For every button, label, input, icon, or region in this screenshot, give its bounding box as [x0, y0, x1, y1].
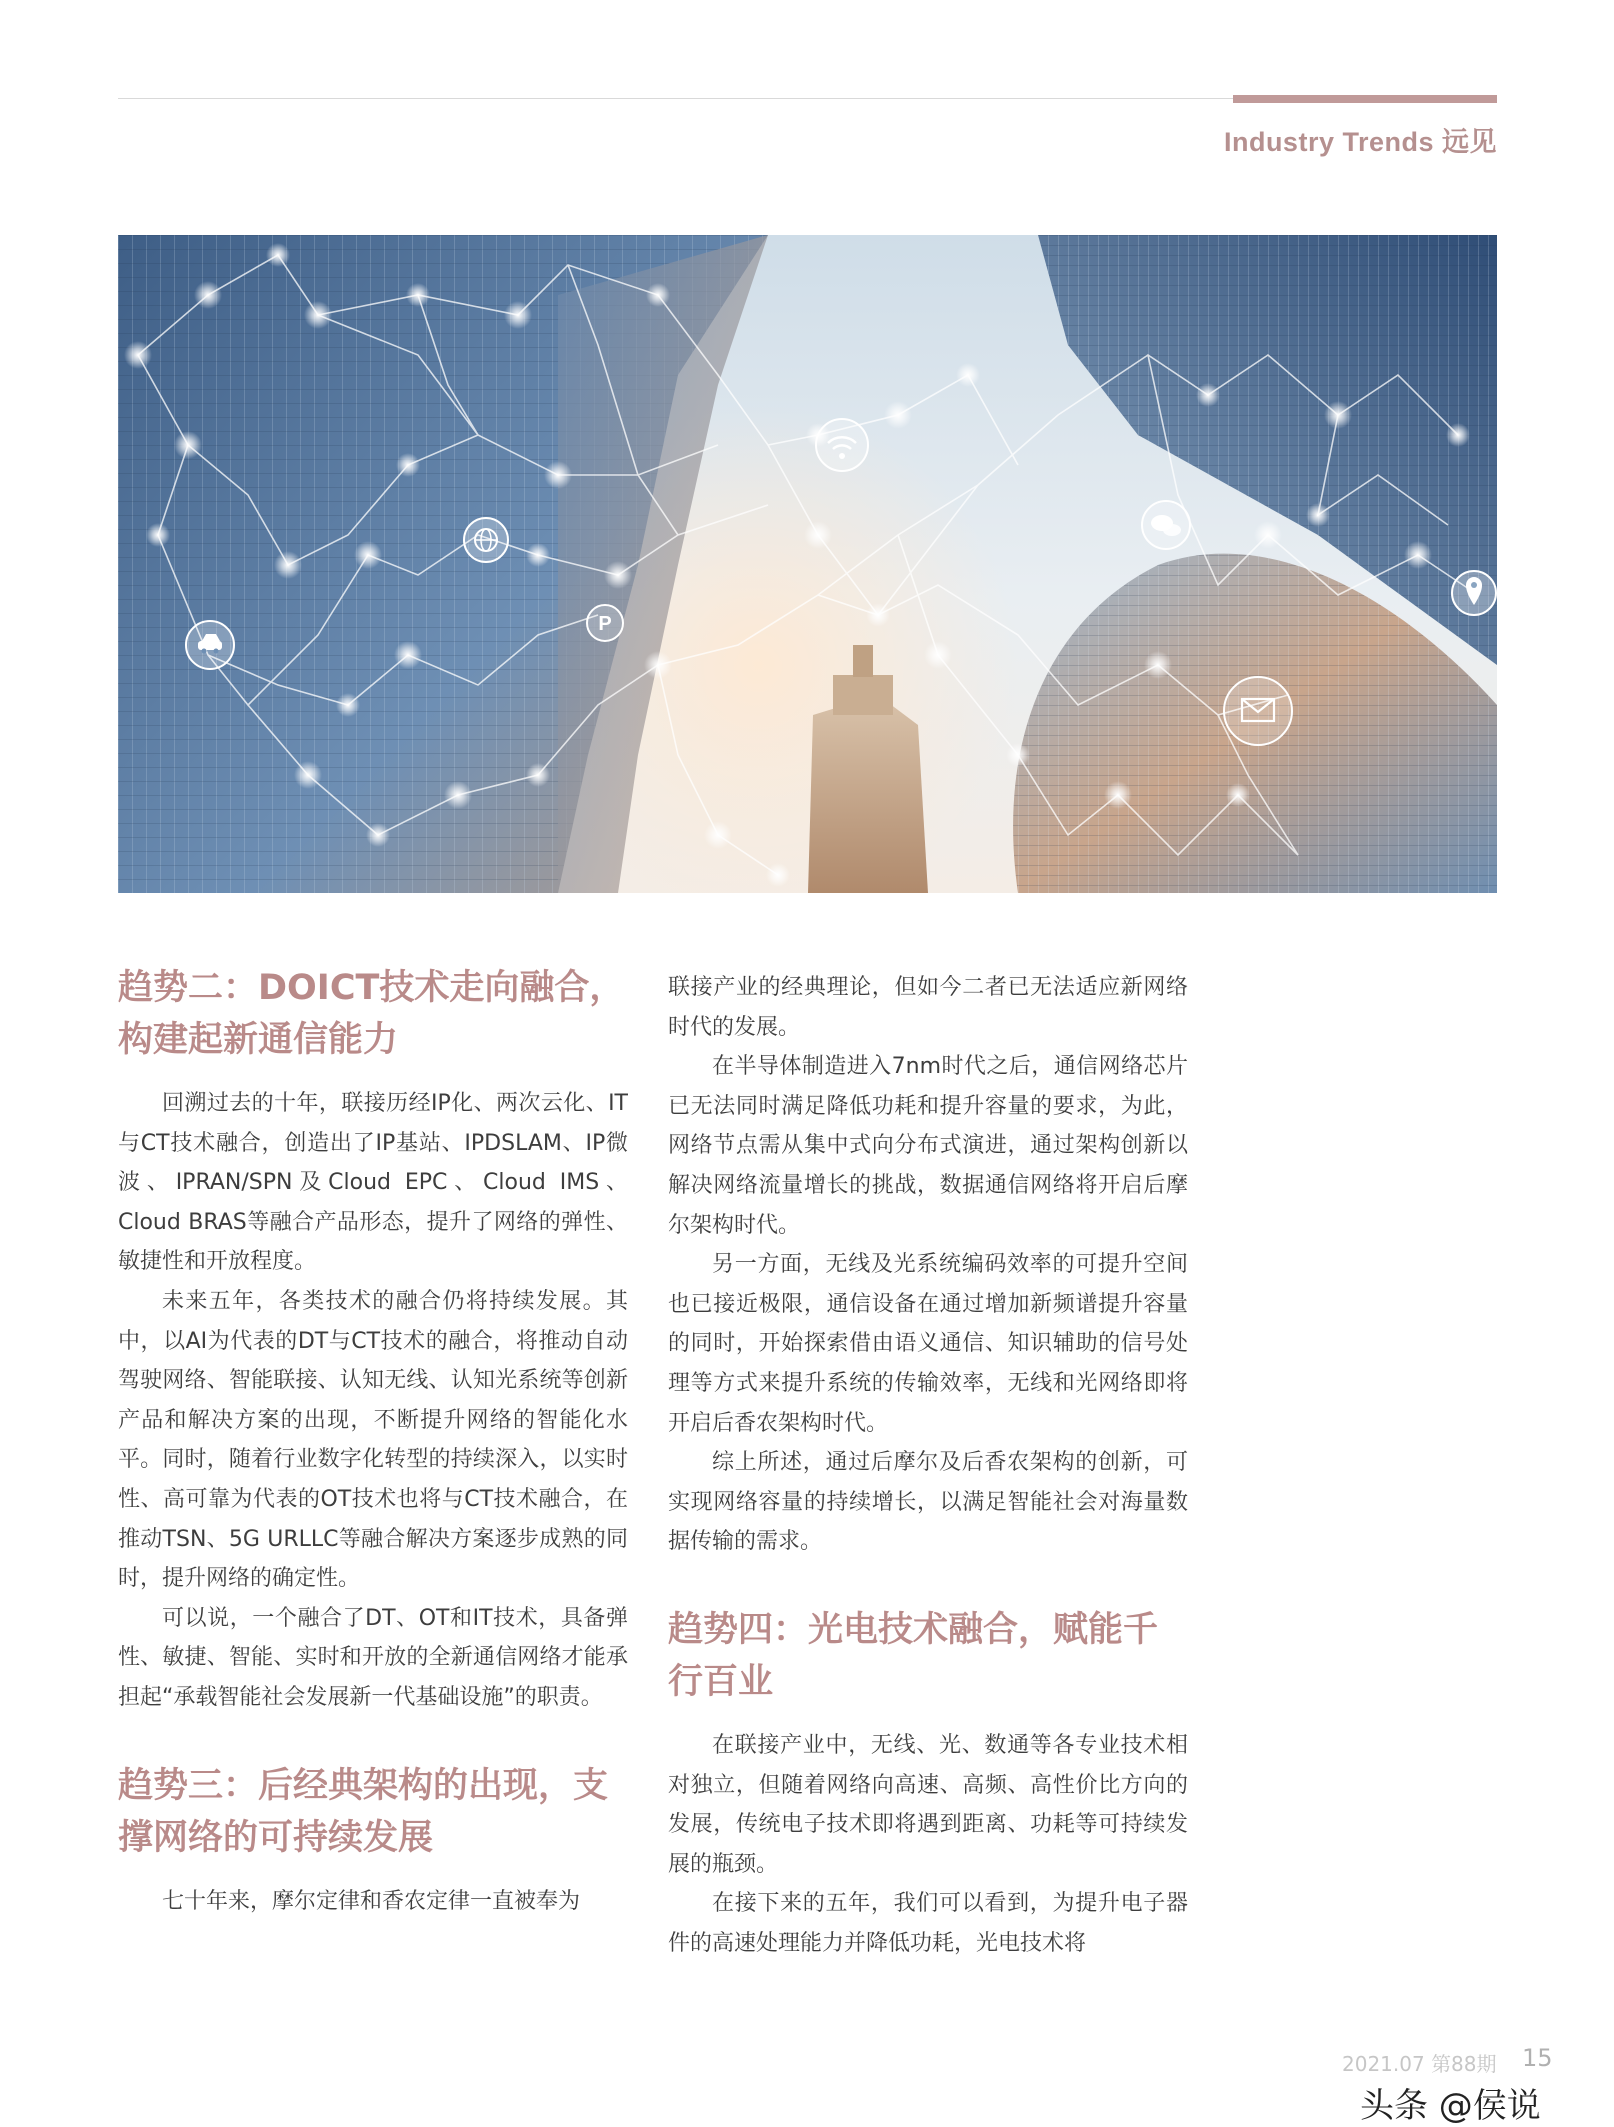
- trend4-heading-line1: 趋势四：光电技术融合，赋能千: [668, 1609, 1159, 1650]
- page-number: 15: [1522, 2044, 1553, 2072]
- parking-icon: [587, 605, 623, 641]
- trend4-paragraph-2: 在接下来的五年，我们可以看到，为提升电子器件的高速处理能力并降低功耗，光电技术将: [668, 1891, 1188, 1956]
- trend3-paragraph-1-continued: 联接产业的经典理论，但如今二者已无法适应新网络时代的发展。: [668, 975, 1188, 1040]
- trend3-heading-line1: 趋势三：后经典架构的出现，支: [118, 1765, 609, 1806]
- trend2-heading-line2: 构建起新通信能力: [118, 1020, 399, 1060]
- trend4-paragraph-1: 在联接产业中，无线、光、数通等各专业技术相对独立，但随着网络向高速、高频、高性价比方向的发展，传统电子技术即将遇到距离、功耗等可持续发展的瓶颈。: [668, 1732, 1188, 1877]
- trend3-paragraph-1: 七十年来，摩尔定律和香农定律一直被奉为: [162, 1888, 581, 1914]
- right-column: [668, 968, 1188, 1963]
- trend3-heading: [118, 1760, 628, 1864]
- header-accent-bar: [1233, 95, 1497, 103]
- car-icon: [186, 621, 234, 669]
- trend2-heading: [118, 962, 628, 1066]
- trend2-paragraph-2: 未来五年，各类技术的融合仍将持续发展。其中，以AI为代表的DT与CT技术的融合，将推动自动驾驶网络、智能联接、认知无线、认知光系统等创新产品和解决方案的出现，不断提升网络的智能化水平。同时，随着行业数字化转型的持续深入，以实时性、高可靠为代表的OT技术也将与CT技术融合，在推动TSN、5G URLLC等融合解决方案逐步成熟的同时，提升网络的确定性。: [118, 1288, 628, 1592]
- location-pin-icon: [1452, 571, 1496, 615]
- issue-label: 2021.07 第88期: [1342, 2052, 1497, 2076]
- svg-text:P: P: [598, 613, 612, 635]
- wifi-icon: [816, 419, 868, 471]
- trend3-paragraph-2: 在半导体制造进入7nm时代之后，通信网络芯片已无法同时满足降低功耗和提升容量的要求，为此，网络节点需从集中式向分布式演进，通过架构创新以解决网络流量增长的挑战，数据通信网络将开启后摩尔架构时代。: [668, 1054, 1188, 1238]
- trend3-paragraph-3: 另一方面，无线及光系统编码效率的可提升空间也已接近极限，通信设备在通过增加新频谱提升容量的同时，开始探索借由语义通信、知识辅助的信号处理等方式来提升系统的传输效率，无线和光网络即将开启后香农架构时代。: [668, 1252, 1188, 1436]
- trend2-paragraph-3: 可以说，一个融合了DT、OT和IT技术，具备弹性、敏捷、智能、实时和开放的全新通信网络才能承担起“承载智能社会发展新一代基础设施”的职责。: [118, 1605, 628, 1710]
- trend3-paragraph-4: 综上所述，通过后摩尔及后香农架构的创新，可实现网络容量的持续增长，以满足智能社会对海量数据传输的需求。: [668, 1450, 1188, 1555]
- trend4-heading: [668, 1604, 1188, 1708]
- section-label: Industry Trends 远见: [1223, 127, 1497, 157]
- globe-icon: [464, 518, 508, 562]
- trend2-heading-line1: 趋势二：DOICT技术走向融合，: [118, 968, 625, 1008]
- trend2-paragraph-1: 回溯过去的十年，联接历经IP化、两次云化、IT与CT技术融合，创造出了IP基站、IPDSLAM、IP微波、IPRAN/SPN及Cloud EPC、Cloud IMS、Cloud BRAS等融合产品形态，提升了网络的弹性、敏捷性和开放程度。: [118, 1091, 628, 1275]
- mail-icon: [1224, 677, 1292, 745]
- chat-icon: [1142, 501, 1190, 549]
- trend4-heading-line2: 行百业: [668, 1661, 774, 1702]
- watermark: 头条 @侯说: [1360, 2086, 1541, 2126]
- trend3-heading-line2: 撑网络的可持续发展: [118, 1817, 434, 1858]
- hero-image: [118, 235, 1497, 893]
- left-column: [118, 962, 628, 1921]
